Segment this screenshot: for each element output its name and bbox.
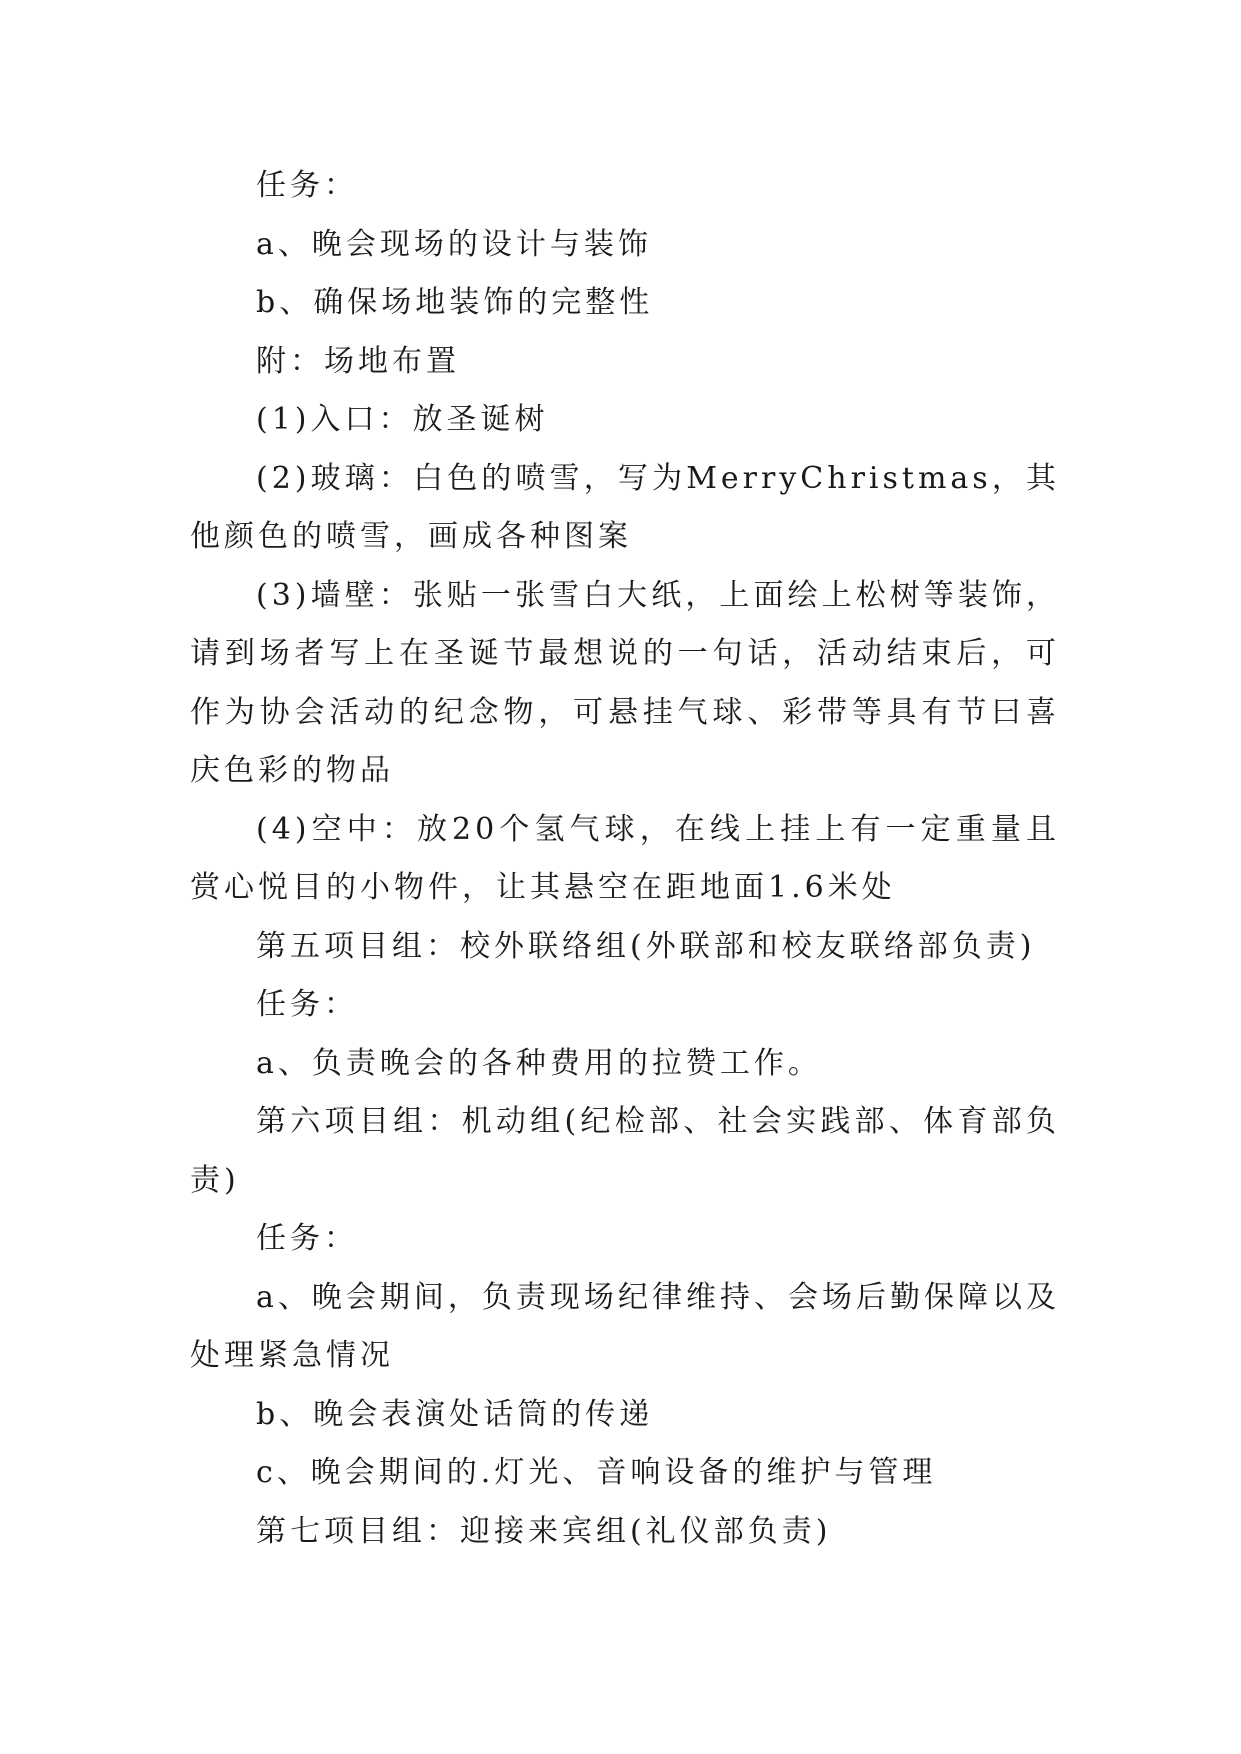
task-item: c、晚会期间的.灯光、音响设备的维护与管理 xyxy=(256,1455,937,1490)
layout-item: (2)玻璃：白色的喷雪，写为MerryChristmas，其他颜色的喷雪，画成各种图案 xyxy=(190,460,1060,554)
group-heading: 第六项目组：机动组(纪检部、社会实践部、体育部负责) xyxy=(190,1104,1060,1198)
appendix-heading: 附：场地布置 xyxy=(256,343,460,379)
task-heading: 任务： xyxy=(256,168,358,203)
task-item: a、负责晚会的各种费用的拉赞工作。 xyxy=(256,1045,822,1081)
document-body xyxy=(190,157,1060,1561)
task-item: a、晚会现场的设计与装饰 xyxy=(256,226,652,262)
layout-item: (3)墙壁：张贴一张雪白大纸，上面绘上松树等装饰，请到场者写上在圣诞节最想说的一句话，活动结束后，可作为协会活动的纪念物，可悬挂气球、彩带等具有节曰喜庆色彩的物品 xyxy=(190,577,1060,788)
task-heading: 任务： xyxy=(256,987,358,1022)
task-heading: 任务： xyxy=(256,1221,358,1256)
task-item: a、晚会期间，负责现场纪律维持、会场后勤保障以及处理紧急情况 xyxy=(190,1279,1060,1373)
group-heading: 第五项目组：校外联络组(外联部和校友联络部负责) xyxy=(256,928,1036,964)
layout-item: (4)空中：放20个氢气球，在线上挂上有一定重量且赏心悦目的小物件，让其悬空在距地面1.6米处 xyxy=(190,811,1060,905)
layout-item: (1)入口：放圣诞树 xyxy=(256,402,549,437)
group-heading: 第七项目组：迎接来宾组(礼仪部负责) xyxy=(256,1513,832,1549)
task-item: b、晚会表演处话筒的传递 xyxy=(256,1396,654,1432)
task-item: b、确保场地装饰的完整性 xyxy=(256,285,654,320)
